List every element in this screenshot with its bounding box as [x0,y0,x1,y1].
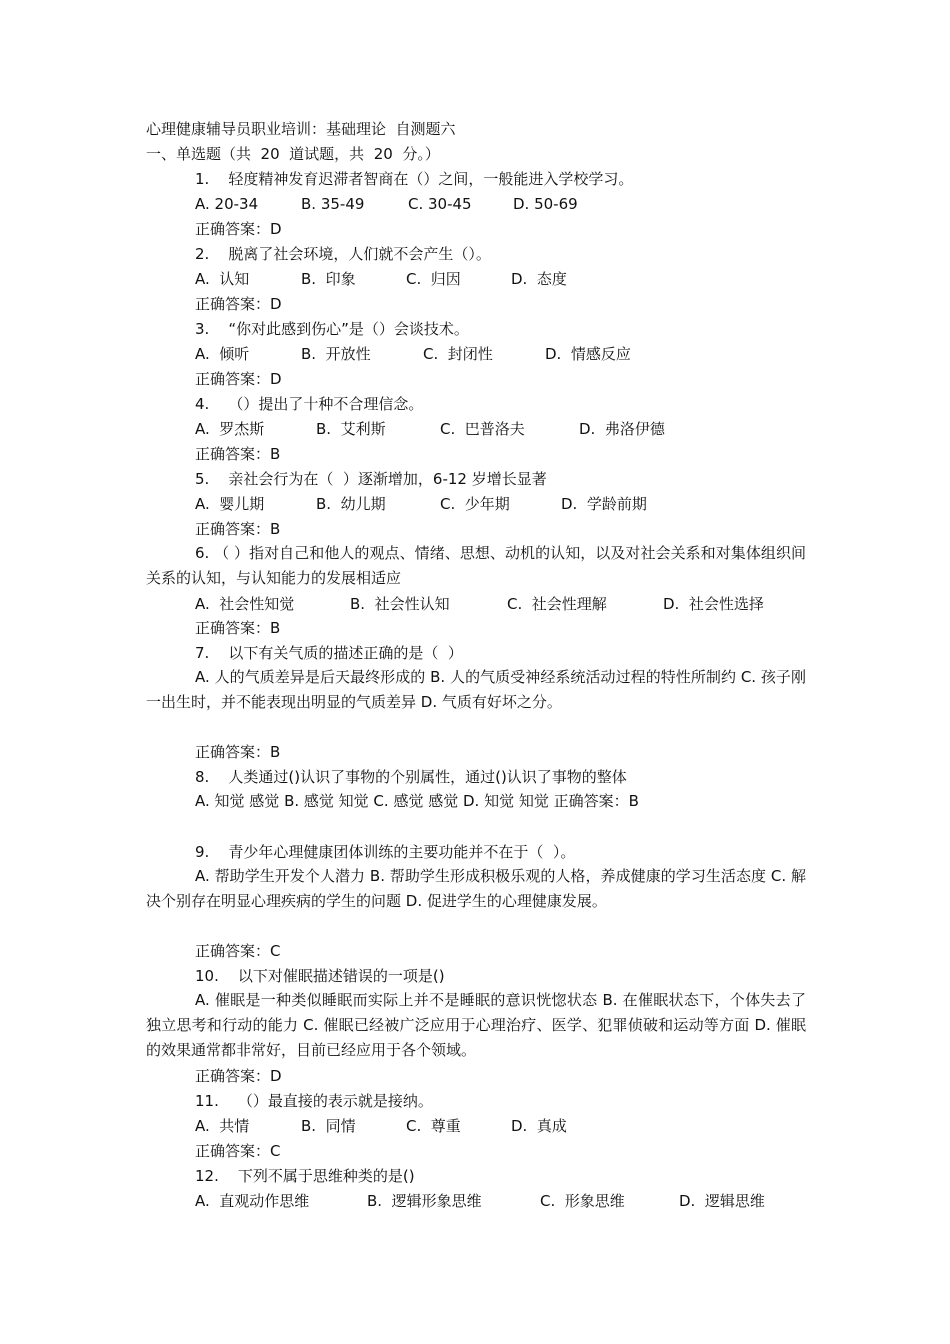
q2-option-a: A. 认知 [195,270,250,288]
q11-option-d: D. 真成 [511,1117,567,1135]
q4-option-d: D. 弗洛伊德 [579,420,665,438]
q4-option-a: A. 罗杰斯 [195,420,265,438]
q6-option-a: A. 社会性知觉 [195,595,295,613]
q11-answer: 正确答案：C [195,1142,281,1160]
question-5: 5. 亲社会行为在（ ）逐渐增加，6-12 岁增长显著 [195,470,547,488]
q2-option-d: D. 态度 [511,270,567,288]
q1-answer: 正确答案：D [195,220,282,238]
question-9: 9. 青少年心理健康团体训练的主要功能并不在于（ ）。 [195,843,576,861]
q12-option-b: B. 逻辑形象思维 [367,1192,482,1210]
question-12: 12. 下列不属于思维种类的是() [195,1167,415,1185]
q3-option-b: B. 开放性 [301,345,371,363]
q10-answer: 正确答案：D [195,1067,282,1085]
q1-option-d: D. 50-69 [513,195,578,213]
section-heading: 一、单选题（共 20 道试题，共 20 分。） [146,145,440,163]
question-1: 1. 轻度精神发育迟滞者智商在（）之间，一般能进入学校学习。 [195,170,634,188]
q1-option-b: B. 35-49 [301,195,365,213]
q7-answer: 正确答案：B [195,743,281,761]
question-11: 11. （）最直接的表示就是接纳。 [195,1092,433,1110]
q3-option-d: D. 情感反应 [545,345,631,363]
question-2: 2. 脱离了社会环境，人们就不会产生（）。 [195,245,491,263]
q11-option-a: A. 共情 [195,1117,250,1135]
q2-option-b: B. 印象 [301,270,356,288]
q4-option-b: B. 艾利斯 [316,420,386,438]
q1-option-c: C. 30-45 [408,195,472,213]
q9-options: A. 帮助学生开发个人潜力 B. 帮助学生形成积极乐观的人格，养成健康的学习生活态度 C. 解决个别存在明显心理疾病的学生的问题 D. 促进学生的心理健康发展。 [146,867,806,910]
q4-answer: 正确答案：B [195,445,281,463]
q6-answer: 正确答案：B [195,619,281,637]
q6-option-c: C. 社会性理解 [507,595,607,613]
q1-option-a: A. 20-34 [195,195,259,213]
q5-option-a: A. 婴儿期 [195,495,265,513]
question-4: 4. （）提出了十种不合理信念。 [195,395,424,413]
q12-option-d: D. 逻辑思维 [679,1192,765,1210]
q3-answer: 正确答案：D [195,370,282,388]
q11-option-c: C. 尊重 [406,1117,461,1135]
q3-option-a: A. 倾听 [195,345,250,363]
q2-option-c: C. 归因 [406,270,461,288]
q6-option-b: B. 社会性认知 [350,595,450,613]
q5-option-d: D. 学龄前期 [561,495,647,513]
q8-options-and-answer: A. 知觉 感觉 B. 感觉 知觉 C. 感觉 感觉 D. 知觉 知觉 正确答案：B [195,792,639,810]
question-10: 10. 以下对催眠描述错误的一项是() [195,967,445,985]
q3-option-c: C. 封闭性 [423,345,493,363]
page-title: 心理健康辅导员职业培训：基础理论 自测题六 [146,120,456,138]
q5-option-c: C. 少年期 [440,495,510,513]
q6-option-d: D. 社会性选择 [663,595,764,613]
question-3: 3. “你对此感到伤心”是（）会谈技术。 [195,320,469,338]
q5-option-b: B. 幼儿期 [316,495,386,513]
q12-option-c: C. 形象思维 [540,1192,625,1210]
question-6: 6. （ ）指对自己和他人的观点、情绪、思想、动机的认知，以及对社会关系和对集体组织间关系的认知，与认知能力的发展相适应 [146,544,806,587]
q5-answer: 正确答案：B [195,520,281,538]
q11-option-b: B. 同情 [301,1117,356,1135]
q4-option-c: C. 巴普洛夫 [440,420,525,438]
q9-answer: 正确答案：C [195,942,281,960]
q12-option-a: A. 直观动作思维 [195,1192,310,1210]
q10-options: A. 催眠是一种类似睡眠而实际上并不是睡眠的意识恍惚状态 B. 在催眠状态下，个体失去了独立思考和行动的能力 C. 催眠已经被广泛应用于心理治疗、医学、犯罪侦破和运动等方面 D. 催眠的效果通常都非常好，目前已经应用于各个领域。 [146,991,806,1059]
q2-answer: 正确答案：D [195,295,282,313]
q7-options: A. 人的气质差异是后天最终形成的 B. 人的气质受神经系统活动过程的特性所制约 C. 孩子刚一出生时，并不能表现出明显的气质差异 D. 气质有好坏之分。 [146,668,806,711]
question-7: 7. 以下有关气质的描述正确的是（ ） [195,644,463,662]
question-8: 8. 人类通过()认识了事物的个别属性，通过()认识了事物的整体 [195,768,627,786]
